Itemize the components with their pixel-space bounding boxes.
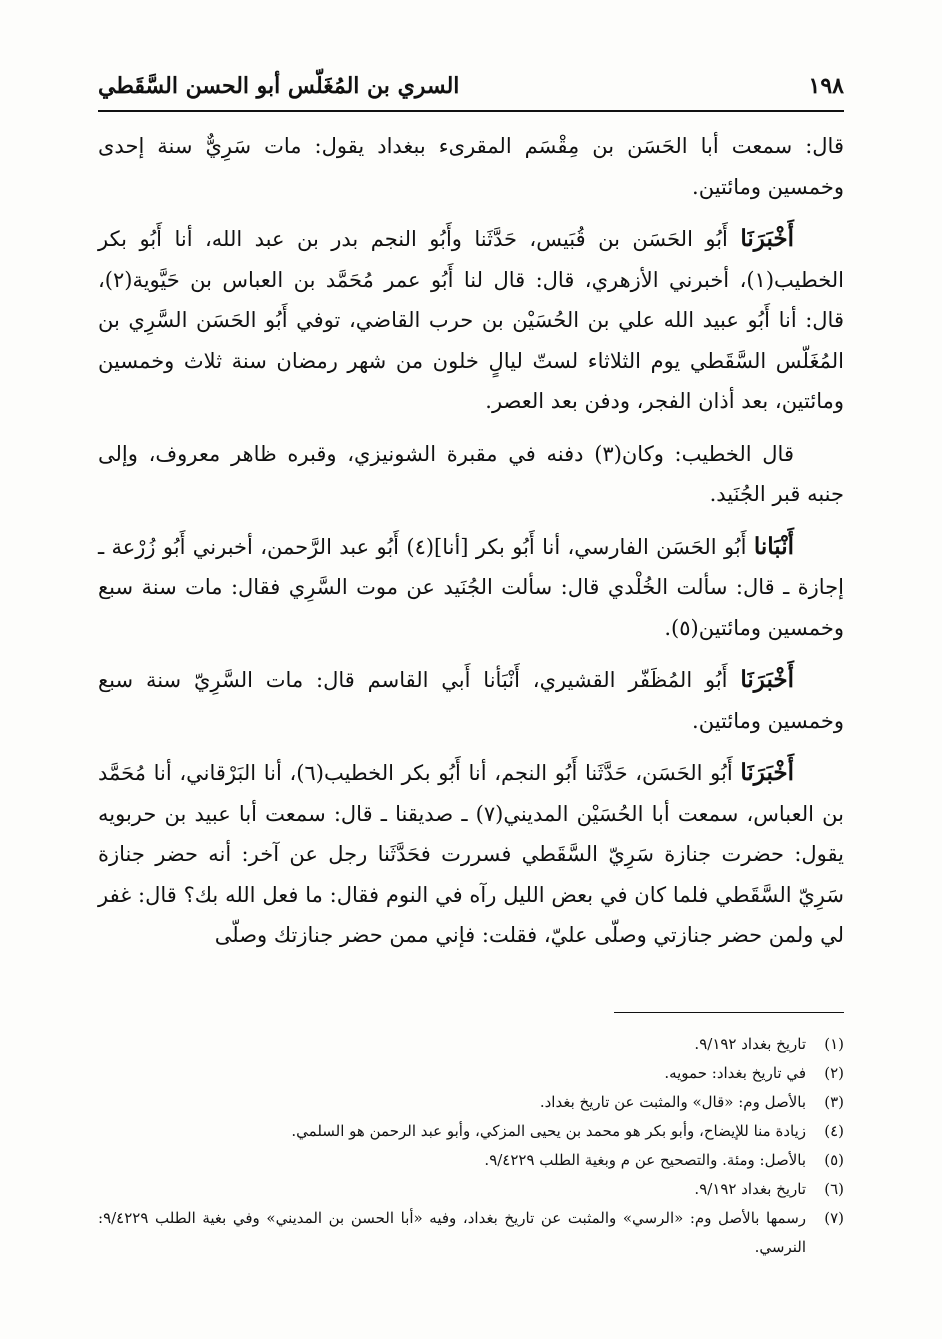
running-title: السري بن المُغَلّس أبو الحسن السَّقَطي (98, 73, 460, 99)
footnote (98, 1146, 844, 1175)
footnote (98, 1088, 844, 1117)
footnote (98, 1117, 844, 1146)
paragraph (98, 434, 844, 515)
footnote (98, 1175, 844, 1204)
paragraph-lead: أَنْبَانا (753, 532, 794, 560)
footnote-text: رسمها بالأصل وم: «الرسي» والمثبت عن تاريخ بغداد، وفيه «أبا الحسن بن المديني» وفي بغية الطلب ٩/٤٢٢٩: النرسي. (98, 1209, 806, 1256)
paragraph-lead: أَخْبَرَنَا (740, 225, 794, 252)
paragraph-lead: أَخْبَرَنَا (740, 666, 794, 693)
paragraph-text: أَبُو الحَسَن، حَدَّثَنا أَبُو النجم، أنا أَبُو بكر الخطيب(٦)، أنا البَرْقاني، أنا مُحَمَّد بن العباس، سمعت أبا الحُسَيْن المديني(٧) ـ صديقنا ـ قال: سمعت أبا عبيد بن حربويه يقول: حضرت جنازة سَرِيّ السَّقَطي فسررت فحَدَّثَنا رجل عن آخر: أنه حضر جنازة سَرِيّ السَّقَطي فلما كان في بعض الليل رآه في النوم فقال: ما فعل الله بك؟ قال: غفر لي ولمن حضر جنازتي وصلّى عليّ، فقلت: فإني ممن حضر جنازتك وصلّى (98, 761, 844, 947)
paragraph-text: قال الخطيب: وكان(٣) دفنه في مقبرة الشونيزي، وقبره ظاهر معروف، وإلى جنبه قبر الجُنَيد. (98, 441, 844, 506)
footnote-text: في تاريخ بغداد: حمويه. (664, 1064, 806, 1082)
footnote-text: بالأصل: ومئة. والتصحيح عن م وبغية الطلب ٩/٤٢٢٩. (484, 1151, 806, 1169)
footnote-number: (٧) (824, 1209, 844, 1227)
main-text (98, 126, 844, 968)
footnote-text: بالأصل وم: «قال» والمثبت عن تاريخ بغداد. (539, 1093, 806, 1111)
footnote-number: (٢) (824, 1064, 844, 1082)
footnote-text: تاريخ بغداد ٩/١٩٢. (694, 1035, 806, 1053)
paragraph (98, 660, 844, 741)
footnote-text: زيادة منا للإيضاح، وأبو بكر هو محمد بن يحيى المزكي، وأبو عبد الرحمن هو السلمي. (291, 1122, 806, 1140)
paragraph (98, 219, 844, 422)
paragraph (98, 527, 844, 649)
footnote-text: تاريخ بغداد ٩/١٩٢. (694, 1180, 806, 1198)
paragraph-lead: أَخْبَرَنَا (740, 759, 795, 786)
page-header (98, 64, 844, 108)
footnote-number: (٤) (824, 1122, 844, 1140)
paragraph (98, 753, 844, 956)
footnote-number: (٥) (824, 1151, 844, 1169)
paragraph-text: أَبُو الحَسَن الفارسي، أنا أَبُو بكر [أنا](٤) أَبُو عبد الرَّحمن، أخبرني أَبُو زُرْعة ـ إجازة ـ قال: سألت الخُلْدي قال: سألت الجُنَيد عن موت السَّرِي فقال: مات سنة سبع وخمسين ومائتين(٥). (98, 534, 844, 640)
page-number: ١٩٨ (808, 73, 844, 99)
paragraph (98, 126, 844, 207)
footnote-separator (614, 1012, 844, 1013)
footnote-number: (٦) (824, 1180, 844, 1198)
footnote (98, 1204, 844, 1262)
paragraph-text: أَبُو المُظَفّر القشيري، أَنْبَأنا أَبي القاسم قال: مات السَّرِيّ سنة سبع وخمسين ومائتين. (98, 668, 844, 733)
footnote (98, 1059, 844, 1088)
header-rule (98, 110, 844, 112)
paragraph-text: قال: سمعت أبا الحَسَن بن مِقْسَم المقرىء ببغداد يقول: مات سَرِيٌّ سنة إحدى وخمسين ومائتين. (98, 134, 844, 199)
footnote (98, 1030, 844, 1059)
footnote-number: (٣) (824, 1093, 844, 1111)
paragraph-text: أَبُو الحَسَن بن قُبَيس، حَدَّثَنا وأَبُو النجم بدر بن عبد الله، أنا أَبُو بكر الخطيب(١)، أخبرني الأزهري، قال: قال لنا أَبُو عمر مُحَمَّد بن العباس بن حَيَّوية(٢)، قال: أنا أَبُو عبيد الله علي بن الحُسَيْن بن حرب القاضي، توفي أَبُو الحَسَن السَّرِي بن المُغَلّس السَّقَطي يوم الثلاثاء لستّ ليالٍ خلون من شهر رمضان سنة ثلاث وخمسين ومائتين، بعد أذان الفجر، ودفن بعد العصر. (98, 227, 844, 413)
footnote-number: (١) (824, 1035, 844, 1053)
footnotes (98, 1030, 844, 1262)
